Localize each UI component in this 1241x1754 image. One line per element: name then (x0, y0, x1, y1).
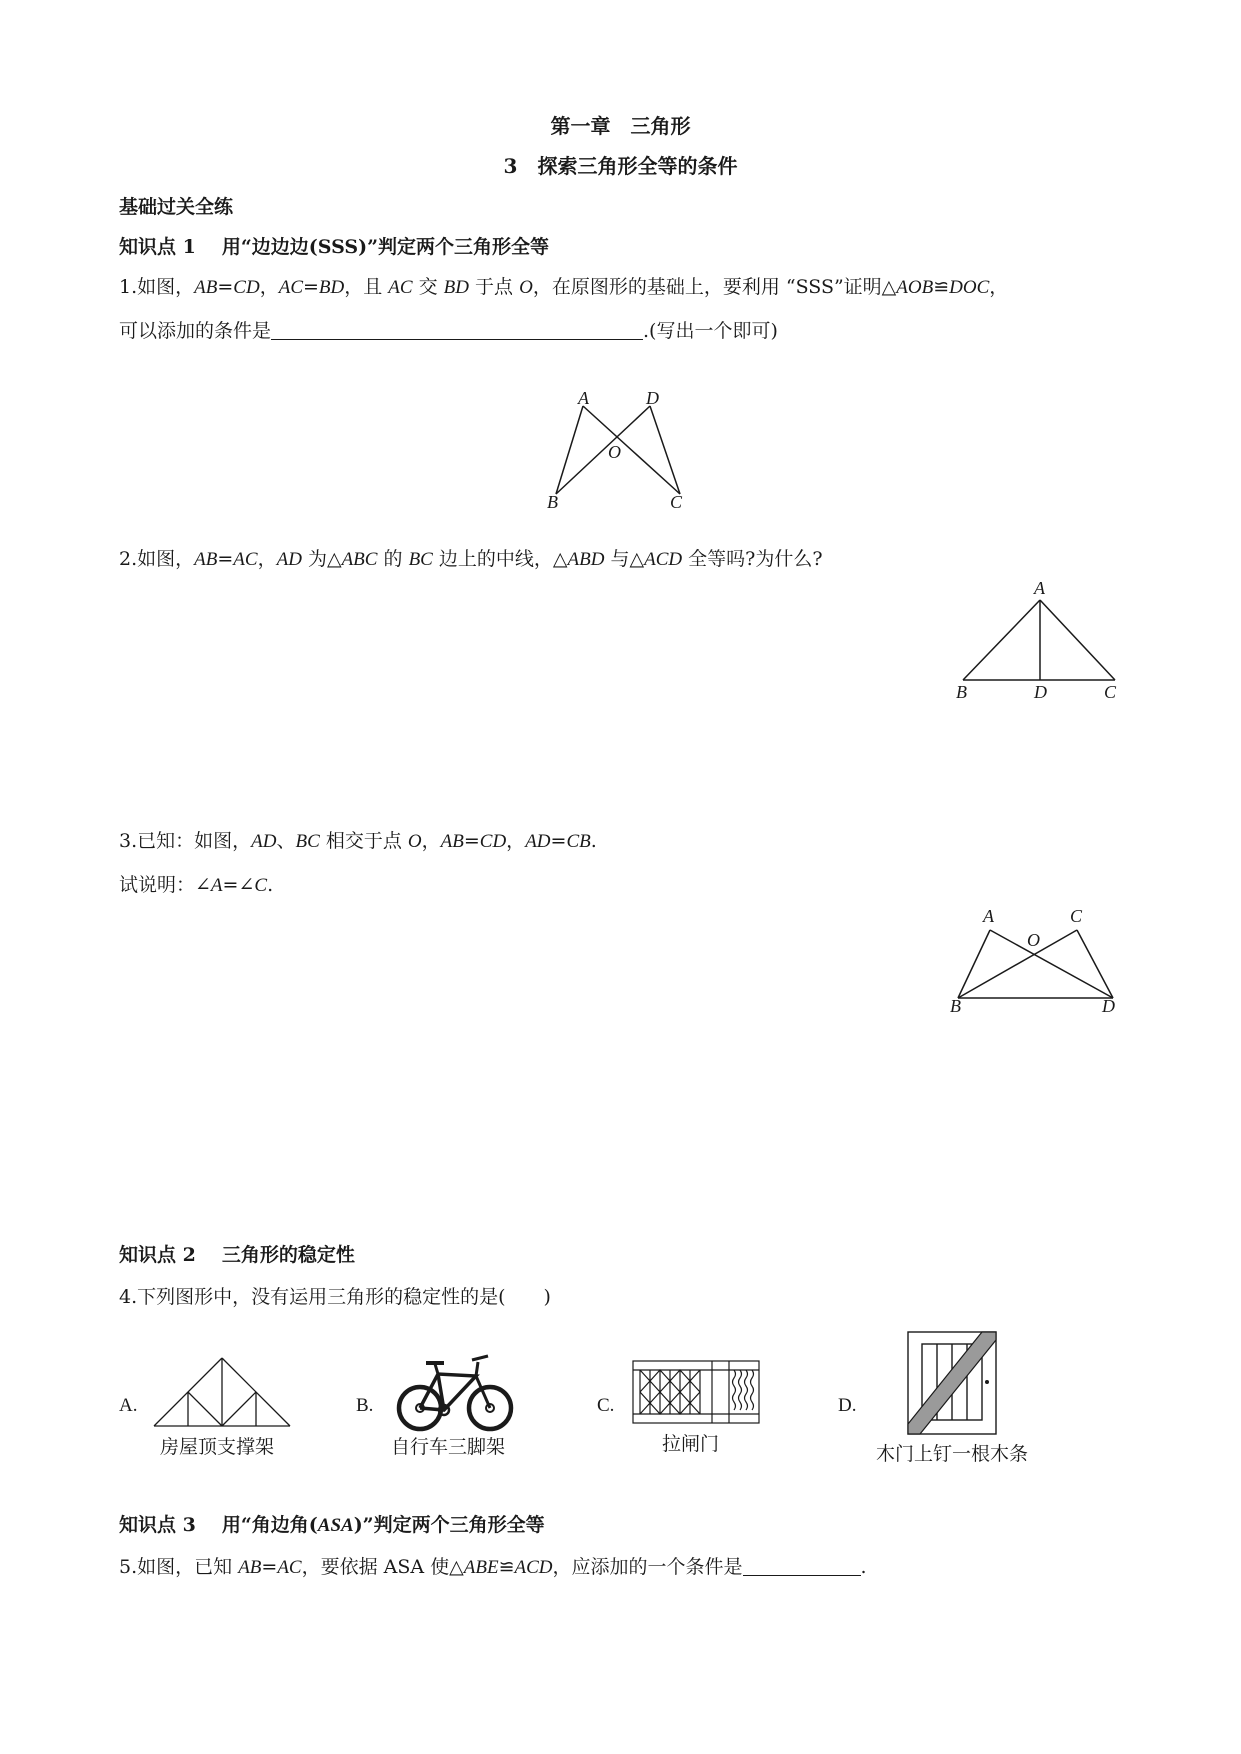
q2-label-b: B (956, 682, 967, 702)
q1-label-o: O (608, 442, 621, 462)
q1-label-d: D (646, 388, 659, 408)
q3-label-c: C (1070, 906, 1083, 926)
q1-label-c: C (670, 492, 683, 512)
bicycle-icon (392, 1352, 518, 1432)
kp2-label: 知识点 2 (119, 1244, 196, 1266)
kp1-title: 用“边边边(SSS)”判定两个三角形全等 (221, 236, 550, 258)
q5-text: 5.如图，已知 AB=AC，要依据 ASA 使△ABE≌ACD，应添加的一个条件是 . (119, 1556, 867, 1578)
option-c-caption: 拉闸门 (662, 1433, 720, 1455)
section-title: 3 探索三角形全等的条件 (503, 154, 738, 178)
q3-label-a: A (983, 906, 994, 926)
q3-line2: 试说明：∠A=∠C. (119, 874, 274, 896)
q2-text: 2.如图，AB=AC，AD 为△ABC 的 BC 边上的中线，△ABD 与△ACD 全等吗?为什么? (119, 548, 823, 570)
kp3-label: 知识点 3 (119, 1514, 196, 1536)
kp1-heading (119, 232, 549, 259)
door-brace-icon (906, 1330, 1000, 1436)
kp3-title: 用“角边角(ASA)”判定两个三角形全等 (221, 1514, 545, 1536)
q5-answer-blank[interactable] (743, 1556, 861, 1576)
option-a-caption: 房屋顶支撑架 (160, 1436, 275, 1458)
q1-answer-blank[interactable] (271, 320, 643, 340)
kp3-heading (119, 1510, 545, 1537)
q3-label-d: D (1102, 996, 1115, 1016)
folding-gate-icon (632, 1360, 760, 1424)
q2-label-c: C (1104, 682, 1117, 702)
q1-label-b: B (547, 492, 558, 512)
option-c-letter[interactable]: C. (597, 1395, 615, 1416)
option-b-letter[interactable]: B. (356, 1395, 374, 1416)
option-d-letter[interactable]: D. (838, 1395, 857, 1416)
option-d-caption: 木门上钉一根木条 (876, 1443, 1029, 1465)
q3-label-o: O (1027, 930, 1040, 950)
q3-text: 3.已知：如图，AD、BC 相交于点 O，AB=CD，AD=CB. (119, 830, 597, 852)
q3-figure (950, 912, 1130, 1002)
q3-label-b: B (950, 996, 961, 1016)
q1-line2: 可以添加的条件是 .(写出一个即可) (119, 320, 778, 342)
chapter-title: 第一章 三角形 (550, 114, 691, 138)
option-b-caption: 自行车三脚架 (391, 1436, 506, 1458)
roof-truss-icon (152, 1352, 292, 1430)
q2-label-a: A (1034, 578, 1045, 598)
option-a-letter[interactable]: A. (119, 1395, 138, 1416)
q1-text: 1.如图，AB=CD，AC=BD，且 AC 交 BD 于点 O，在原图形的基础上，要利用 “SSS”证明△AOB≌DOC， (119, 276, 1009, 298)
kp1-label: 知识点 1 (119, 236, 196, 258)
kp2-title: 三角形的稳定性 (221, 1244, 355, 1266)
q2-label-d: D (1034, 682, 1047, 702)
q2-figure (955, 585, 1125, 685)
q4-text: 4.下列图形中，没有运用三角形的稳定性的是( ) (119, 1286, 551, 1308)
kp2-heading (119, 1240, 355, 1267)
q1-label-a: A (578, 388, 589, 408)
practice-heading: 基础过关全练 (119, 196, 234, 218)
